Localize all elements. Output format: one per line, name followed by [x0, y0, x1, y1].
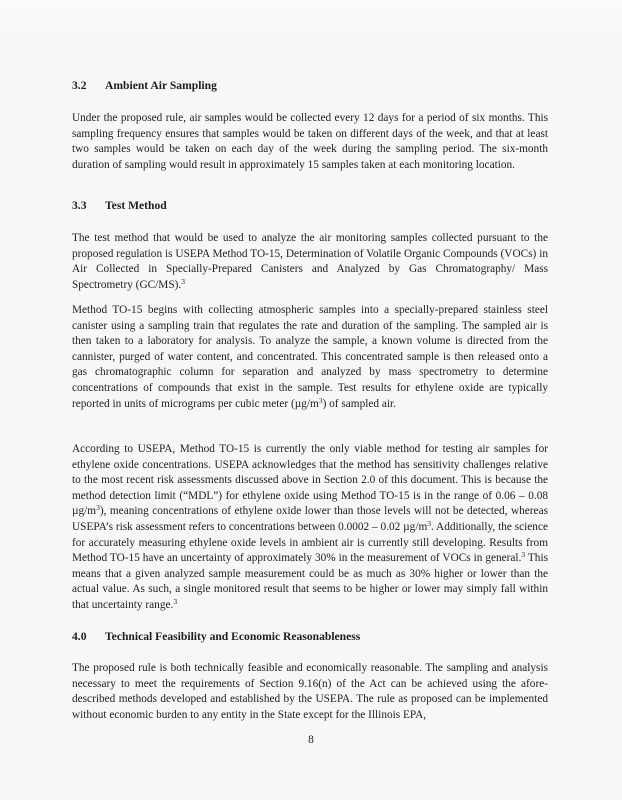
section-heading-4-0: [72, 630, 360, 644]
footnote-ref: 3: [173, 596, 178, 606]
page-number: 8: [308, 734, 314, 746]
footnote-ref: 3: [181, 276, 185, 286]
paragraph-text: According to USEPA, Method TO-15 is currently the only viable method for testing air samples for ethylene oxide concentrations. USEPA acknowledges that the method has sensitivity challenges relative to the most recent risk assessments discussed above in Section 2.0 of this document. This is because the method detection limit (“MDL”) for ethylene oxide using Method TO-15 is in the range of 0.06 – 0.08 µg/m: [72, 443, 548, 518]
section-title: Technical Feasibility and Economic Reasonableness: [105, 630, 361, 643]
superscript: 3: [318, 395, 323, 405]
superscript: 3: [96, 503, 100, 513]
superscript: 3: [427, 518, 431, 528]
paragraph-text: ), meaning concentrations of ethylene oxide lower than those levels will not be detected, whereas USEPA’s risk assessment refers to concentrations between 0.0002 – 0.02 µg/m: [72, 505, 548, 533]
paragraph-text: The test method that would be used to analyze the air monitoring samples collected pursuant to the proposed regulation is USEPA Method TO-15, Determination of Volatile Organic Compounds (VOCs) in Air Collected in Specially-Prepared Canisters and Analyzed by Gas Chromatography/ Mass Spectrometry (GC/MS).: [72, 232, 548, 291]
scan-edge: [0, 0, 622, 46]
section-number: 3.3: [72, 199, 87, 212]
paragraph-feasibility: [72, 661, 548, 723]
paragraph-text: Method TO-15 begins with collecting atmospheric samples into a specially-prepared stainless steel canister using a sampling train that regulates the rate and duration of the sampling. The sampled air is then taken to a laboratory for analysis. To analyze the sample, a known volume is directed from the cannister, purged of water content, and concentrated. This concentrated sample is then released onto a gas chromatographic column for separation and analyzed by mass spectrometry to determine concentrations of compounds that exist in the sample. Test results for ethylene oxide are typically reported in units of micrograms per cubic meter (µg/m: [72, 304, 548, 410]
paragraph-usepa-viability: [72, 442, 548, 614]
section-heading-3-3: [72, 199, 167, 213]
paragraph-method-description: [72, 303, 548, 412]
section-title: Test Method: [105, 199, 167, 212]
section-number: 3.2: [72, 79, 87, 92]
paragraph-text: . Additionally, the science for accurately measuring ethylene oxide levels in ambient air is currently still developing. Results from Method TO-15 have an uncertainty of approximately 30% in the measurement of VOCs in general.: [72, 520, 548, 565]
paragraph-text: This means that a given analyzed sample measurement could be as much as 30% higher or lower than the actual value. As such, a single monitored result that seems to be higher or lower may simply fall within that uncertainty range.: [72, 552, 548, 611]
paragraph-text: ) of sampled air.: [322, 397, 396, 410]
paragraph-text: The proposed rule is both technically feasible and economically reasonable. The sampling and analysis necessary to meet the requirements of Section 9.16(n) of the Act can be achieved using the afore-described methods developed and established by the USEPA. The rule as proposed can be implemented without economic burden to any entity in the State except for the Illinois EPA,: [72, 662, 548, 721]
section-heading-3-2: [72, 79, 217, 93]
footnote-ref: 3: [521, 550, 526, 560]
paragraph-ambient-air-sampling: [72, 111, 548, 173]
section-title: Ambient Air Sampling: [105, 79, 217, 92]
paragraph-text: Under the proposed rule, air samples would be collected every 12 days for a period of six months. This sampling frequency ensures that samples would be taken on different days of the week, and that at least two samples would be taken on each day of the week during the sampling period. The six-month duration of sampling would result in approximately 15 samples taken at each monitoring location.: [72, 112, 548, 171]
section-number: 4.0: [72, 630, 87, 643]
paragraph-test-method-intro: [72, 231, 548, 293]
